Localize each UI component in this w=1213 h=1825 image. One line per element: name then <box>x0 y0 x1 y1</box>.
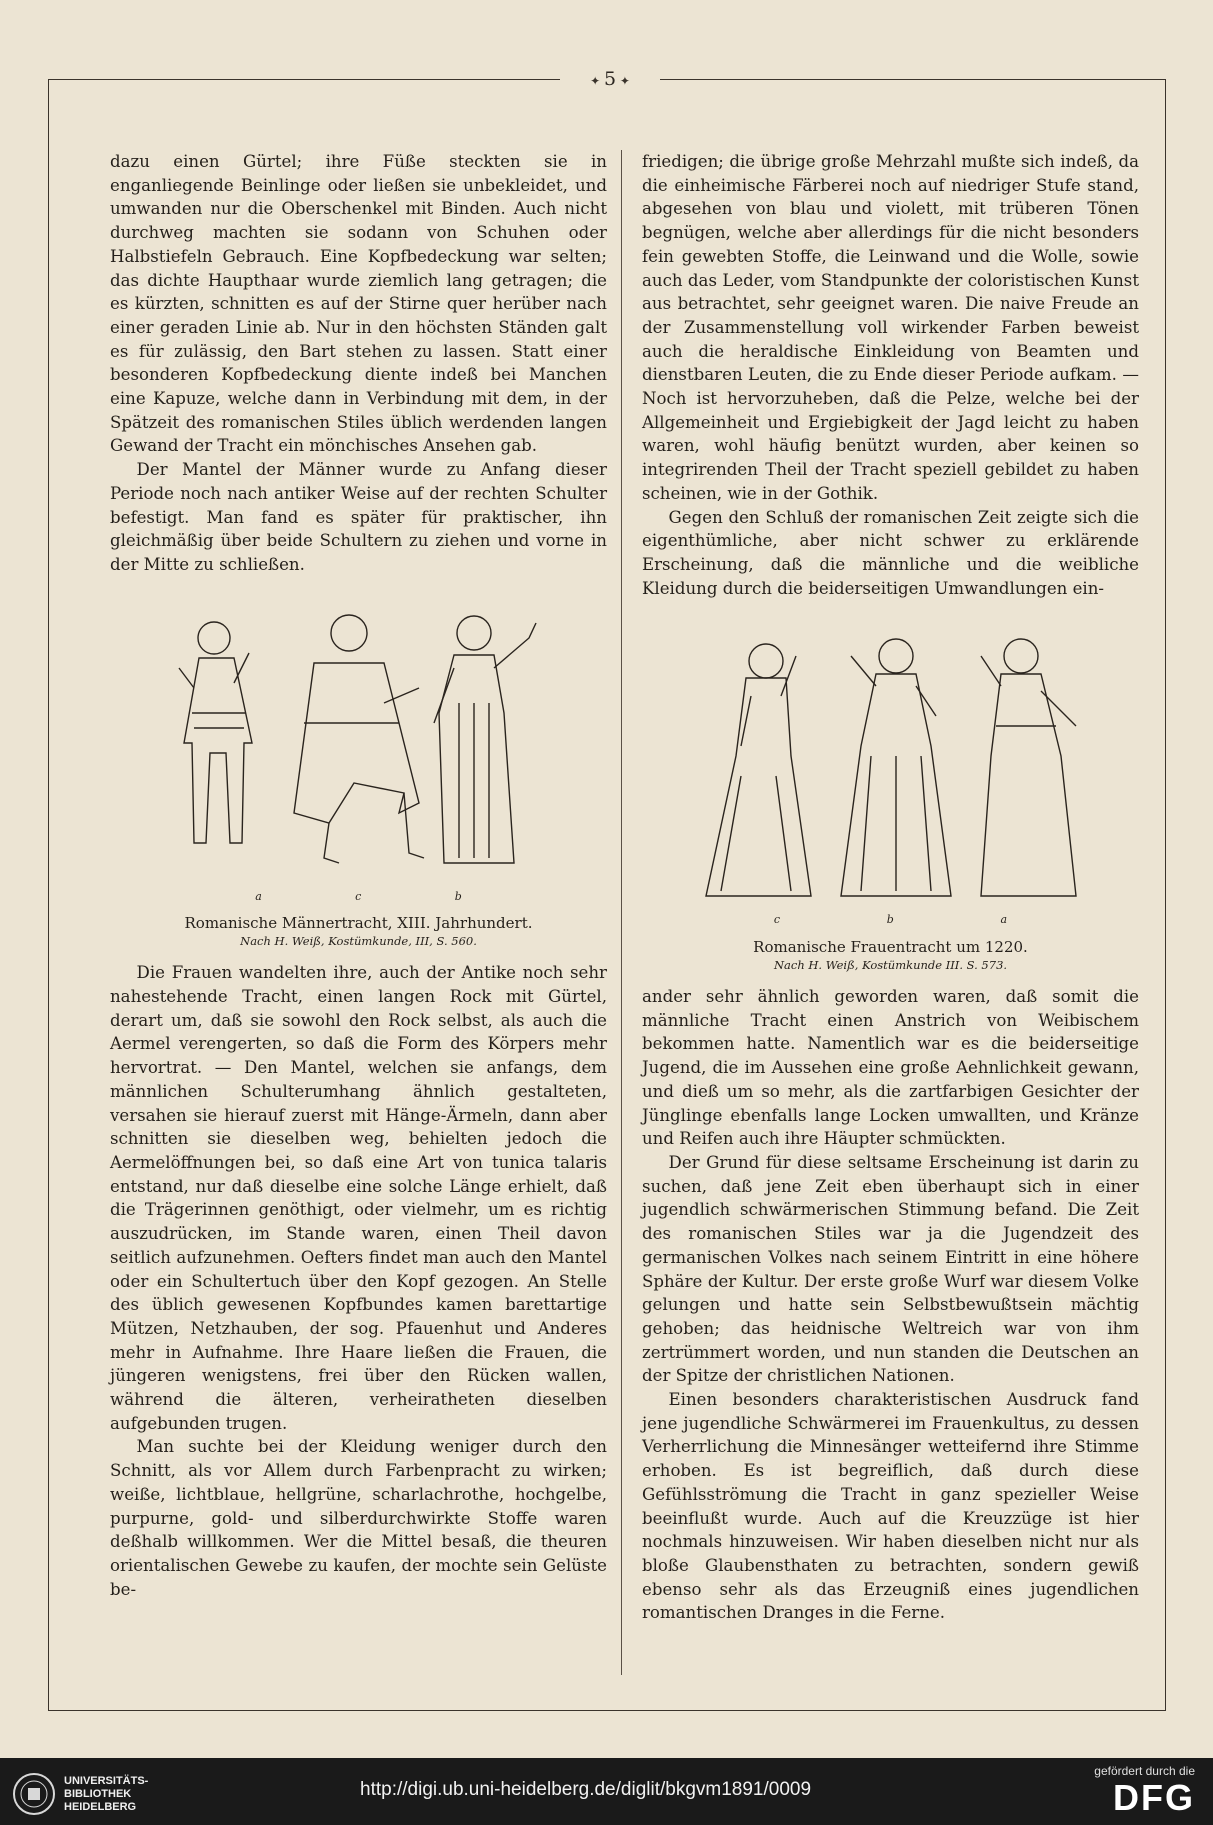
figure-source: Nach H. Weiß, Kostümkunde, III, S. 560. <box>240 934 477 949</box>
paragraph: Der Mantel der Männer wurde zu Anfang dieser Periode noch nach antiker Weise auf der rechten Schulter befestigt. Man fand es später für praktischer, ihn gleichmäßig über beide Schultern zu ziehen und vorne in der Mitte zu schließen. <box>110 460 607 574</box>
dfg-logo: DFG <box>1113 1777 1195 1818</box>
figure-letter: b <box>886 913 894 927</box>
figure-source: Nach H. Weiß, Kostümkunde III. S. 573. <box>773 958 1008 973</box>
figure-men-costume <box>154 593 564 893</box>
paragraph: Gegen den Schluß der romanischen Zeit zeigte sich die eigenthümliche, aber nicht schwer zu erklärende Erscheinung, daß die männliche und die weibliche Kleidung durch die beiderseitigen Umwandlungen ein- <box>642 507 1139 598</box>
source-url-link[interactable]: http://digi.ub.uni-heidelberg.de/diglit/bkgvm1891/0009 <box>360 1779 812 1800</box>
paragraph: Die Frauen wandelten ihre, auch der Antike noch sehr nahestehende Tracht, einen langen Rock mit Gürtel, derart um, daß sie sowohl den Rock selbst, als auch die Aermel verengerten, so daß die Form des Körpers mehr hervortrat. — Den Mantel, welchen sie anfangs, dem männlichen Schulterumhang ähnlich gestalteten, versahen sie hierauf zuerst mit Hänge-Ärmeln, dann aber schnitten sie dieselben weg, behielten jedoch die Aermelöffnungen bei, so daß eine Art von tunica talaris entstand, nur daß dieselbe eine solche Länge erhielt, daß die Trägerinnen genöthigt, oder vielmehr, um es richtig auszudrücken, im Stande waren, einen Theil davon seitlich aufzunehmen. Oefters findet man auch den Mantel oder ein Schultertuch über den Kopf gezogen. An Stelle des üblich gewesenen Kopfbundes kamen barettartige Mützen, Netzhauben, der sog. Pfauenhut und Anderes mehr in Aufnahme. Ihre Haare ließen die Frauen, die jüngeren wenigstens, frei über den Rücken wallen, während die älteren, verheiratheten dieselben aufgebunden trugen. <box>110 963 607 1433</box>
university-seal-icon <box>12 1772 56 1816</box>
paragraph: Man suchte bei der Kleidung weniger durch den Schnitt, als vor Allem durch Farbenpracht zu wirken; weiße, lichtblaue, hellgrüne, scharlachrothe, hochgelbe, purpurne, gold- und silberdurchwirkte Stoffe waren deßhalb willkommen. Wer die Mittel besaß, die theuren orientalischen Gewebe zu kaufen, der mochte sein Gelüste be- <box>110 1437 607 1599</box>
viewer-footer <box>0 1758 1213 1825</box>
figure-caption: Romanische Frauentracht um 1220. <box>753 938 1028 957</box>
figure-letter: a <box>255 889 262 903</box>
funder-branding[interactable] <box>1094 1764 1195 1818</box>
paragraph: Der Grund für diese seltsame Erscheinung ist darin zu suchen, daß jene Zeit eben überhaupt sich in einer jugendlich schwärmerischen Stimmung befand. Die Zeit des romanischen Stiles war ja die Jugendzeit des germanischen Volkes nach seinem Eintritt in eine höhere Sphäre der Kultur. Der erste große Wurf war diesem Volke gelungen und hatte sein Selbstbewußtsein mächtig gehoben; das heidnische Weltreich war von ihm zertrümmert worden, und nun standen die Deutschen an der Spitze der christlichen Nationen. <box>642 1152 1139 1386</box>
paragraph: friedigen; die übrige große Mehrzahl mußte sich indeß, da die einheimische Färberei noch auf niedriger Stufe stand, abgesehen von blau und violett, mit trüberen Tönen begnügen, welche aber allerdings für die nicht besonders fein gewebten Stoffe, die Leinwand und die Wolle, sowie auch das Leder, vom Standpunkte der coloristischen Kunst aus betrachtet, sehr geeignet waren. Die naive Freude an der Zusammenstellung voll wirkender Farben beweist auch die heraldische Einkleidung von Beamten und dienstbaren Leuten, die zu Ende dieser Periode aufkam. — Noch ist hervorzuheben, daß die Pelze, welche bei der Allgemeinheit und Ergiebigkeit der Jagd leicht zu haben waren, wohl häufig benützt wurden, aber keinen so integrirenden Theil der Tracht speziell gebildet zu haben scheinen, wie in der Gothik. <box>642 152 1139 503</box>
figure-caption: Romanische Männertracht, XIII. Jahrhundert. <box>184 914 533 933</box>
left-column <box>110 150 607 1601</box>
page-number: ✦ 5 ✦ <box>560 64 660 94</box>
funding-note: gefördert durch die <box>1094 1764 1195 1778</box>
library-branding[interactable] <box>12 1772 184 1816</box>
paragraph: ander sehr ähnlich geworden waren, daß somit die männliche Tracht einen Anstrich von Weibischem bekommen hatte. Namentlich war es die beiderseitige Jugend, die im Aussehen eine große Aehnlichkeit gewann, und dieß um so mehr, als die zartfarbigen Gesichter der Jünglinge ebenfalls lange Locken umwallten, und Kränze und Reifen auch ihre Häupter schmückten. <box>642 987 1139 1149</box>
ornament-right-icon: ✦ <box>616 74 630 88</box>
figure-women-costume <box>681 616 1101 916</box>
figure-letter: b <box>454 889 462 903</box>
figure-letter: c <box>355 889 362 903</box>
library-name: UNIVERSITÄTS- BIBLIOTHEK HEIDELBERG <box>64 1774 149 1813</box>
paragraph: Einen besonders charakteristischen Ausdruck fand jene jugendliche Schwärmerei im Frauenkultus, zu dessen Verherrlichung die Minnesänger wetteifernd ihre Stimme erhoben. Es ist begreiflich, daß durch diese Gefühlsströmung die Tracht in ganz spezieller Weise beeinflußt wurde. Auch auf die Kreuzzüge ist hier nochmals hinzuweisen. Wir haben dieselben nicht nur als bloße Glaubensthaten zu betrachten, sondern gewiß ebenso sehr als das Erzeugniß eines jugendlichen romantischen Dranges in die Ferne. <box>642 1390 1139 1623</box>
ornament-left-icon: ✦ <box>590 74 604 88</box>
right-column <box>642 150 1139 1625</box>
figure-letter: c <box>773 913 781 927</box>
paragraph: dazu einen Gürtel; ihre Füße steckten sie in enganliegende Beinlinge oder ließen sie unbekleidet, und umwanden nur die Oberschenkel mit Binden. Auch nicht durchweg machten sie sodann von Schuhen oder Halbstiefeln Gebrauch. Eine Kopfbedeckung war selten; das dichte Haupthaar wurde ziemlich lang getragen; die es kürzten, schnitten es auf der Stirne quer herüber nach einer geraden Linie ab. Nur in den höchsten Ständen galt es für zulässig, den Bart stehen zu lassen. Statt einer besonderen Kopfbedeckung diente indeß bei Manchen eine Kapuze, welche dann in Verbindung mit dem, in der Spätzeit des romanischen Stiles üblich werdenden langen Gewand der Tracht ein mönchisches Ansehen gab. <box>110 152 607 456</box>
figure-letter: a <box>1000 913 1008 927</box>
column-divider <box>621 150 622 1675</box>
